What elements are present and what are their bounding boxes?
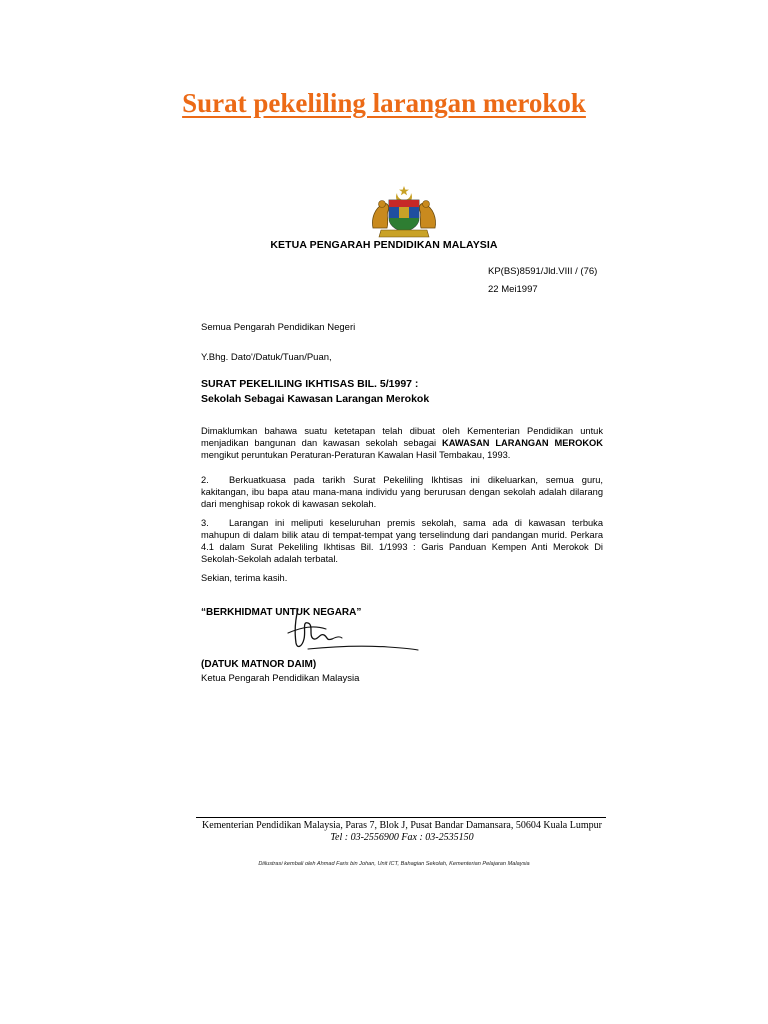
org-heading: KETUA PENGARAH PENDIDIKAN MALAYSIA — [270, 239, 498, 251]
page-title: Surat pekeliling larangan merokok — [182, 88, 586, 118]
paragraph-1-emphasis: KAWASAN LARANGAN MEROKOK — [441, 438, 603, 448]
footer-contact: Tel : 03-2556900 Fax : 03-2535150 — [330, 832, 474, 843]
salutation: Y.Bhg. Dato'/Datuk/Tuan/Puan, — [201, 352, 332, 363]
paragraph-2 — [201, 474, 603, 510]
paragraph-3 — [201, 517, 603, 565]
subject-line-2: Sekolah Sebagai Kawasan Larangan Merokok — [201, 393, 430, 405]
closing: Sekian, terima kasih. — [201, 573, 288, 583]
subject — [201, 377, 429, 407]
footer-address: Kementerian Pendidikan Malaysia, Paras 7, Blok J, Pusat Bandar Damansara, 50604 Kuala Lumpur — [202, 820, 602, 831]
paragraph-2-text: Berkuatkuasa pada tarikh Surat Pekeliling Ikhtisas ini dikeluarkan, semua guru, kakitangan, ibu bapa atau mana-mana individu yang berurusan dengan sekolah adalah dilarang dari menghisap rokok di kawasan sekolah. — [201, 475, 603, 509]
paragraph-2-number: 2. — [201, 475, 209, 485]
reference-number: KP(BS)8591/Jld.VIII / (76) — [488, 266, 598, 277]
paragraph-1 — [201, 425, 603, 461]
subject-line-1: SURAT PEKELILING IKHTISAS BIL. 5/1997 : — [201, 378, 419, 390]
malaysia-coat-of-arms-icon — [367, 184, 441, 240]
footer-credit: Diilustrasi kembali oleh Ahmad Faris bin Johan, Unit ICT, Bahagian Sekolah, Kementerian Pelajaran Malaysia — [258, 861, 530, 867]
letter-date: 22 Mei1997 — [488, 284, 538, 295]
motto: “BERKHIDMAT UNTUK NEGARA” — [201, 607, 362, 618]
paragraph-3-text: Larangan ini meliputi keseluruhan premis sekolah, sama ada di kawasan terbuka mahupun di dalam bilik atau di tempat-tempat yang terselindung dari pandangan murid. Perkara 4.1 dalam Surat Pekeliling Ikhtisas Bil. 1/1993 : Garis Panduan Kempen Anti Merokok Di Sekolah-Sekolah adalah terbatal. — [201, 518, 603, 564]
signer-title: Ketua Pengarah Pendidikan Malaysia — [201, 673, 360, 684]
paragraph-1-text-end: mengikut peruntukan Peraturan-Peraturan Kawalan Hasil Tembakau, 1993. — [201, 450, 511, 460]
paragraph-1-text: Dimaklumkan bahawa suatu ketetapan telah dibuat oleh Kementerian Pendidikan untuk menjadikan bangunan dan kawasan sekolah sebagai — [201, 426, 603, 448]
signer-name: (DATUK MATNOR DAIM) — [201, 659, 317, 670]
paragraph-3-number: 3. — [201, 518, 209, 528]
recipient: Semua Pengarah Pendidikan Negeri — [201, 322, 356, 333]
footer-divider — [196, 817, 606, 818]
